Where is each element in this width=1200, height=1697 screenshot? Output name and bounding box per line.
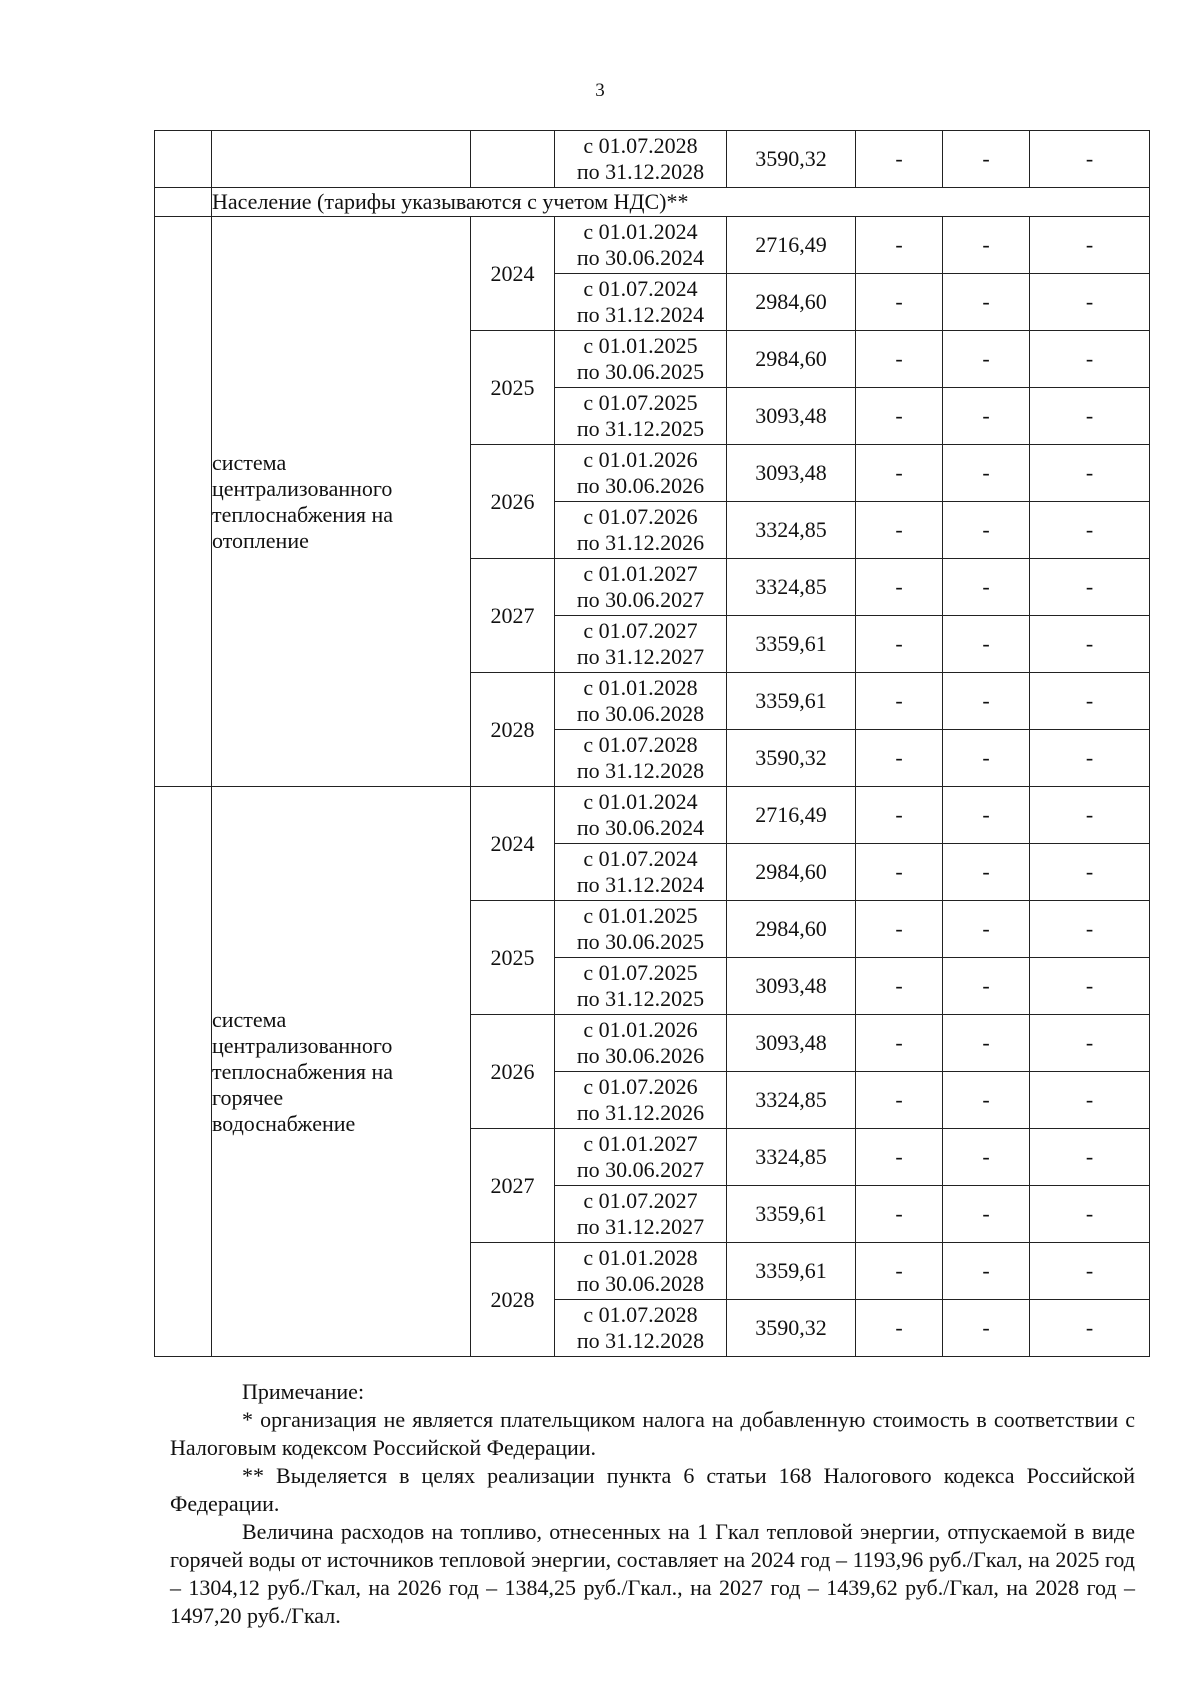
period-cell (555, 616, 727, 673)
dash-cell: - (856, 1243, 943, 1300)
dash-cell: - (856, 502, 943, 559)
year-cell: 2024 (471, 217, 555, 331)
name-cell (212, 131, 471, 188)
dash-cell: - (943, 1186, 1030, 1243)
dash-cell: - (1030, 1186, 1150, 1243)
table-row-top (155, 131, 1150, 188)
dash-cell: - (1030, 274, 1150, 331)
period-from: с 01.01.2028 (583, 1245, 698, 1270)
period-cell (555, 1300, 727, 1357)
year-cell: 2027 (471, 559, 555, 673)
tariff-value: 2984,60 (727, 844, 856, 901)
dash-cell: - (943, 274, 1030, 331)
note-2: ** Выделяется в целях реализации пункта 6 статьи 168 Налогового кодекса Российской Федерации. (170, 1463, 1135, 1516)
period-cell (555, 844, 727, 901)
tariff-value: 3590,32 (727, 730, 856, 787)
period-cell (555, 388, 727, 445)
period-cell (555, 445, 727, 502)
tariff-value: 3324,85 (727, 1072, 856, 1129)
dash-cell: - (943, 958, 1030, 1015)
period-to: по 31.12.2024 (576, 302, 705, 327)
period-from: с 01.01.2028 (583, 675, 698, 700)
dash-cell: - (856, 445, 943, 502)
tariff-value: 3359,61 (727, 1243, 856, 1300)
period-to: по 30.06.2024 (576, 245, 705, 270)
dash-cell: - (1030, 673, 1150, 730)
dash-cell: - (856, 958, 943, 1015)
section-name-line: система (212, 449, 287, 475)
dash-cell: - (943, 844, 1030, 901)
period-to: по 30.06.2028 (576, 701, 705, 726)
year-cell: 2025 (471, 901, 555, 1015)
period-from: с 01.01.2024 (583, 789, 698, 814)
dash-cell: - (856, 1015, 943, 1072)
section-name-line: горячее (212, 1084, 284, 1110)
dash-cell: - (856, 217, 943, 274)
tariff-value: 2716,49 (727, 787, 856, 844)
year-cell: 2026 (471, 445, 555, 559)
period-cell (555, 502, 727, 559)
note-1: * организация не является плательщиком налога на добавленную стоимость в соответствии с Налоговым кодексом Российской Федерации. (170, 1407, 1135, 1460)
tariff-value: 3093,48 (727, 958, 856, 1015)
dash-cell: - (1030, 616, 1150, 673)
tariff-value: 2984,60 (727, 274, 856, 331)
dash-cell: - (943, 730, 1030, 787)
period-from: с 01.01.2025 (583, 333, 698, 358)
dash-cell: - (1030, 559, 1150, 616)
section-name-line: отопление (212, 527, 309, 553)
section-name-line: централизованного (212, 475, 393, 501)
dash-cell: - (1030, 844, 1150, 901)
period-cell (555, 217, 727, 274)
tariff-value: 3324,85 (727, 502, 856, 559)
dash-cell: - (943, 787, 1030, 844)
dash-cell: - (943, 1129, 1030, 1186)
section-name-line: водоснабжение (212, 1110, 356, 1136)
dash-cell: - (1030, 730, 1150, 787)
period-to: по 31.12.2028 (576, 758, 705, 783)
period-to: по 31.12.2027 (576, 1214, 705, 1239)
dash-cell: - (1030, 131, 1150, 188)
period-from: с 01.01.2027 (583, 1131, 698, 1156)
dash-cell: - (1030, 445, 1150, 502)
period-to: по 31.12.2025 (576, 416, 705, 441)
period-from: с 01.07.2025 (583, 960, 698, 985)
dash-cell: - (1030, 901, 1150, 958)
dash-cell: - (943, 445, 1030, 502)
dash-cell: - (856, 616, 943, 673)
period-from: с 01.07.2028 (583, 133, 698, 158)
period-to: по 30.06.2027 (576, 587, 705, 612)
tariff-value: 2984,60 (727, 901, 856, 958)
dash-cell: - (943, 217, 1030, 274)
period-from: с 01.07.2024 (583, 276, 698, 301)
number-cell (155, 217, 212, 787)
table-row (155, 787, 1150, 844)
period-cell (555, 673, 727, 730)
period-to: по 31.12.2027 (576, 644, 705, 669)
year-cell: 2026 (471, 1015, 555, 1129)
period-to: по 30.06.2026 (576, 1043, 705, 1068)
section-name-line: теплоснабжения на (212, 501, 394, 527)
dash-cell: - (1030, 388, 1150, 445)
period-from: с 01.07.2027 (583, 1188, 698, 1213)
period-to: по 30.06.2026 (576, 473, 705, 498)
dash-cell: - (1030, 1015, 1150, 1072)
tariff-value: 3359,61 (727, 616, 856, 673)
period-from: с 01.07.2028 (583, 732, 698, 757)
period-cell (555, 131, 727, 188)
period-cell (555, 901, 727, 958)
tariff-value: 3590,32 (727, 1300, 856, 1357)
notes (170, 1378, 1135, 1630)
dash-cell: - (856, 1300, 943, 1357)
period-to: по 30.06.2024 (576, 815, 705, 840)
period-cell (555, 1129, 727, 1186)
period-to: по 31.12.2028 (576, 1328, 705, 1353)
tariff-value: 3590,32 (727, 131, 856, 188)
period-cell (555, 958, 727, 1015)
section-name (212, 787, 471, 1357)
number-cell (155, 787, 212, 1357)
period-cell (555, 559, 727, 616)
period-from: с 01.01.2027 (583, 561, 698, 586)
tariff-value: 2984,60 (727, 331, 856, 388)
period-cell (555, 1243, 727, 1300)
dash-cell: - (1030, 502, 1150, 559)
period-cell (555, 730, 727, 787)
year-cell (471, 131, 555, 188)
group-title: Население (тарифы указываются с учетом НДС)** (212, 188, 1150, 217)
period-to: по 30.06.2025 (576, 929, 705, 954)
period-from: с 01.01.2025 (583, 903, 698, 928)
dash-cell: - (856, 131, 943, 188)
period-from: с 01.07.2026 (583, 1074, 698, 1099)
tariff-value: 3359,61 (727, 1186, 856, 1243)
page-number: 3 (595, 80, 605, 101)
tariff-value: 3093,48 (727, 1015, 856, 1072)
section-name-line: теплоснабжения на (212, 1058, 394, 1084)
period-from: с 01.07.2025 (583, 390, 698, 415)
dash-cell: - (856, 274, 943, 331)
dash-cell: - (943, 331, 1030, 388)
period-from: с 01.01.2024 (583, 219, 698, 244)
period-cell (555, 1015, 727, 1072)
dash-cell: - (943, 559, 1030, 616)
dash-cell: - (1030, 217, 1150, 274)
year-cell: 2027 (471, 1129, 555, 1243)
section-name (212, 217, 471, 787)
tariff-value: 3359,61 (727, 673, 856, 730)
period-from: с 01.07.2027 (583, 618, 698, 643)
period-cell (555, 1186, 727, 1243)
dash-cell: - (943, 1072, 1030, 1129)
table-row (155, 217, 1150, 274)
section-name-line: централизованного (212, 1032, 393, 1058)
tariff-value: 3093,48 (727, 388, 856, 445)
period-cell (555, 787, 727, 844)
dash-cell: - (856, 730, 943, 787)
period-cell (555, 1072, 727, 1129)
dash-cell: - (1030, 331, 1150, 388)
notes-heading: Примечание: (242, 1379, 365, 1404)
dash-cell: - (856, 673, 943, 730)
period-cell (555, 331, 727, 388)
dash-cell: - (943, 1015, 1030, 1072)
dash-cell: - (943, 388, 1030, 445)
tariff-value: 3324,85 (727, 559, 856, 616)
dash-cell: - (943, 616, 1030, 673)
table-row-group-title (155, 188, 1150, 217)
note-3: Величина расходов на топливо, отнесенных на 1 Гкал тепловой энергии, отпускаемой в виде горячей воды от источников тепловой энергии, составляет на 2024 год – 1193,96 руб./Гкал, на 2025 год – 1304,12 руб./Гкал, на 2026 год – 1384,25 руб./Гкал., на 2027 год – 1439,62 руб./Гкал, на 2028 год – 1497,20 руб./Гкал. (170, 1519, 1135, 1628)
dash-cell: - (943, 502, 1030, 559)
dash-cell: - (1030, 1072, 1150, 1129)
period-to: по 31.12.2026 (576, 1100, 705, 1125)
tariff-value: 2716,49 (727, 217, 856, 274)
period-cell (555, 274, 727, 331)
period-to: по 31.12.2025 (576, 986, 705, 1011)
dash-cell: - (856, 1129, 943, 1186)
tariff-table (154, 130, 1150, 1357)
period-from: с 01.07.2028 (583, 1302, 698, 1327)
dash-cell: - (1030, 787, 1150, 844)
dash-cell: - (856, 331, 943, 388)
tariff-value: 3324,85 (727, 1129, 856, 1186)
period-to: по 31.12.2024 (576, 872, 705, 897)
dash-cell: - (856, 844, 943, 901)
dash-cell: - (856, 559, 943, 616)
year-cell: 2025 (471, 331, 555, 445)
dash-cell: - (943, 1243, 1030, 1300)
period-from: с 01.07.2026 (583, 504, 698, 529)
dash-cell: - (1030, 1300, 1150, 1357)
dash-cell: - (856, 388, 943, 445)
dash-cell: - (943, 131, 1030, 188)
period-to: по 30.06.2025 (576, 359, 705, 384)
dash-cell: - (943, 1300, 1030, 1357)
period-to: по 31.12.2028 (576, 159, 705, 184)
dash-cell: - (856, 901, 943, 958)
number-cell (155, 188, 212, 217)
year-cell: 2028 (471, 1243, 555, 1357)
dash-cell: - (943, 673, 1030, 730)
year-cell: 2028 (471, 673, 555, 787)
period-from: с 01.07.2024 (583, 846, 698, 871)
period-to: по 31.12.2026 (576, 530, 705, 555)
section-name-line: система (212, 1006, 287, 1032)
dash-cell: - (856, 787, 943, 844)
period-to: по 30.06.2028 (576, 1271, 705, 1296)
tariff-value: 3093,48 (727, 445, 856, 502)
dash-cell: - (856, 1186, 943, 1243)
dash-cell: - (1030, 958, 1150, 1015)
dash-cell: - (1030, 1243, 1150, 1300)
dash-cell: - (1030, 1129, 1150, 1186)
period-from: с 01.01.2026 (583, 1017, 698, 1042)
period-from: с 01.01.2026 (583, 447, 698, 472)
year-cell: 2024 (471, 787, 555, 901)
dash-cell: - (943, 901, 1030, 958)
period-to: по 30.06.2027 (576, 1157, 705, 1182)
number-cell (155, 131, 212, 188)
dash-cell: - (856, 1072, 943, 1129)
